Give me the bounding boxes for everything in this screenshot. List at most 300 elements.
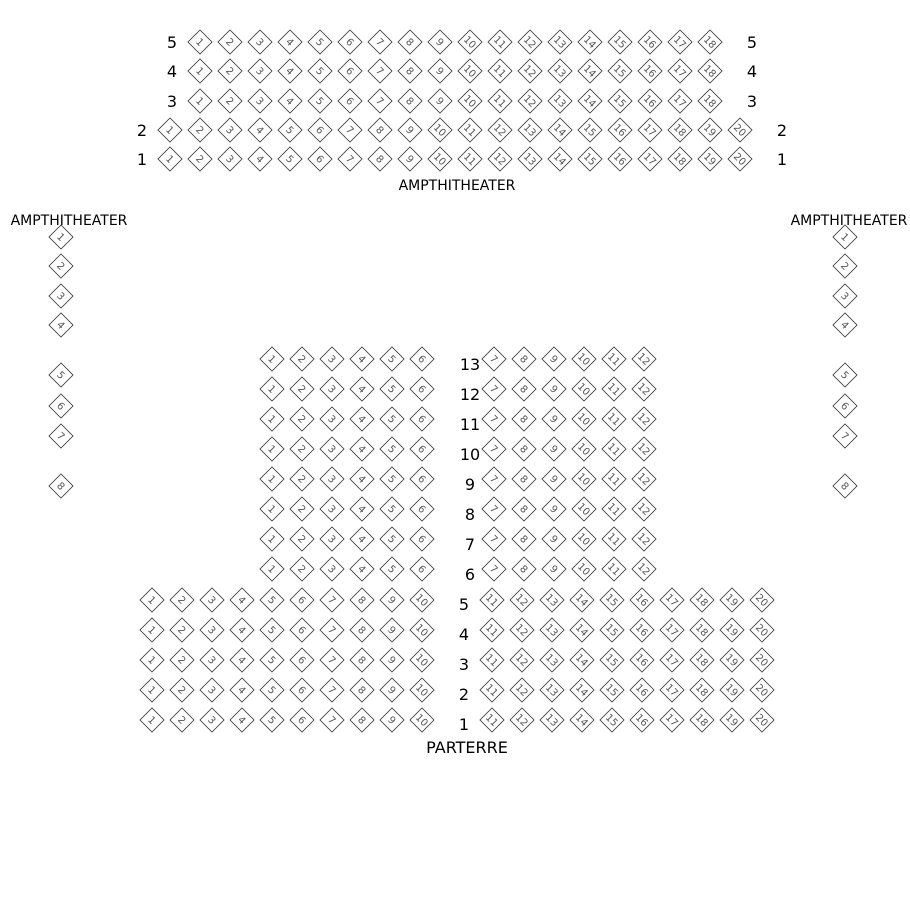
amphitheater-seat[interactable] bbox=[668, 118, 692, 142]
amphitheater-seat[interactable] bbox=[518, 59, 542, 83]
amphitheater-seat[interactable] bbox=[518, 30, 542, 54]
amphitheater-seat[interactable] bbox=[188, 89, 212, 113]
parterre-seat[interactable] bbox=[482, 557, 506, 581]
parterre-seat[interactable] bbox=[600, 648, 624, 672]
side-box-right-seat[interactable] bbox=[833, 254, 857, 278]
parterre-seat[interactable] bbox=[320, 618, 344, 642]
parterre-seat[interactable] bbox=[632, 407, 656, 431]
parterre-seat[interactable] bbox=[380, 377, 404, 401]
parterre-seat[interactable] bbox=[350, 377, 374, 401]
parterre-seat[interactable] bbox=[260, 557, 284, 581]
parterre-seat[interactable] bbox=[512, 557, 536, 581]
amphitheater-seat[interactable] bbox=[338, 118, 362, 142]
amphitheater-seat[interactable] bbox=[338, 59, 362, 83]
parterre-seat[interactable] bbox=[380, 497, 404, 521]
parterre-seat[interactable] bbox=[290, 497, 314, 521]
parterre-seat[interactable] bbox=[632, 527, 656, 551]
amphitheater-seat[interactable] bbox=[188, 30, 212, 54]
parterre-seat[interactable] bbox=[602, 497, 626, 521]
amphitheater-seat[interactable] bbox=[278, 118, 302, 142]
parterre-seat[interactable] bbox=[380, 467, 404, 491]
parterre-seat[interactable] bbox=[570, 648, 594, 672]
parterre-seat[interactable] bbox=[140, 708, 164, 732]
parterre-seat[interactable] bbox=[350, 497, 374, 521]
amphitheater-seat[interactable] bbox=[368, 118, 392, 142]
parterre-seat[interactable] bbox=[290, 527, 314, 551]
parterre-seat[interactable] bbox=[290, 377, 314, 401]
parterre-seat[interactable] bbox=[380, 437, 404, 461]
parterre-seat[interactable] bbox=[260, 708, 284, 732]
parterre-seat[interactable] bbox=[290, 407, 314, 431]
parterre-seat[interactable] bbox=[570, 678, 594, 702]
amphitheater-seat[interactable] bbox=[578, 59, 602, 83]
parterre-seat[interactable] bbox=[720, 708, 744, 732]
amphitheater-seat[interactable] bbox=[608, 30, 632, 54]
side-box-right-seat[interactable] bbox=[833, 313, 857, 337]
parterre-seat[interactable] bbox=[320, 407, 344, 431]
amphitheater-seat[interactable] bbox=[578, 89, 602, 113]
parterre-seat[interactable] bbox=[572, 437, 596, 461]
parterre-seat[interactable] bbox=[320, 347, 344, 371]
parterre-seat[interactable] bbox=[380, 678, 404, 702]
side-box-right-seat[interactable] bbox=[833, 394, 857, 418]
parterre-seat[interactable] bbox=[750, 678, 774, 702]
amphitheater-seat[interactable] bbox=[158, 118, 182, 142]
amphitheater-seat[interactable] bbox=[518, 89, 542, 113]
parterre-seat[interactable] bbox=[632, 467, 656, 491]
parterre-seat[interactable] bbox=[260, 467, 284, 491]
amphitheater-seat[interactable] bbox=[278, 59, 302, 83]
parterre-seat[interactable] bbox=[630, 648, 654, 672]
parterre-seat[interactable] bbox=[200, 618, 224, 642]
parterre-seat[interactable] bbox=[290, 347, 314, 371]
parterre-seat[interactable] bbox=[260, 527, 284, 551]
parterre-seat[interactable] bbox=[170, 708, 194, 732]
amphitheater-seat[interactable] bbox=[398, 89, 422, 113]
amphitheater-seat[interactable] bbox=[458, 147, 482, 171]
parterre-seat[interactable] bbox=[200, 648, 224, 672]
parterre-seat[interactable] bbox=[602, 467, 626, 491]
parterre-seat[interactable] bbox=[480, 708, 504, 732]
parterre-seat[interactable] bbox=[572, 497, 596, 521]
amphitheater-seat[interactable] bbox=[578, 118, 602, 142]
amphitheater-seat[interactable] bbox=[668, 147, 692, 171]
amphitheater-seat[interactable] bbox=[278, 147, 302, 171]
parterre-seat[interactable] bbox=[350, 467, 374, 491]
parterre-seat[interactable] bbox=[630, 588, 654, 612]
amphitheater-seat[interactable] bbox=[548, 118, 572, 142]
parterre-seat[interactable] bbox=[482, 467, 506, 491]
parterre-seat[interactable] bbox=[572, 527, 596, 551]
parterre-seat[interactable] bbox=[570, 708, 594, 732]
parterre-seat[interactable] bbox=[260, 678, 284, 702]
parterre-seat[interactable] bbox=[720, 648, 744, 672]
parterre-seat[interactable] bbox=[570, 588, 594, 612]
parterre-seat[interactable] bbox=[410, 648, 434, 672]
parterre-seat[interactable] bbox=[380, 708, 404, 732]
parterre-seat[interactable] bbox=[320, 708, 344, 732]
amphitheater-seat[interactable] bbox=[488, 118, 512, 142]
side-box-left-seat[interactable] bbox=[49, 394, 73, 418]
amphitheater-seat[interactable] bbox=[608, 59, 632, 83]
amphitheater-seat[interactable] bbox=[638, 118, 662, 142]
parterre-seat[interactable] bbox=[410, 467, 434, 491]
parterre-seat[interactable] bbox=[602, 377, 626, 401]
parterre-seat[interactable] bbox=[750, 648, 774, 672]
amphitheater-seat[interactable] bbox=[338, 30, 362, 54]
parterre-seat[interactable] bbox=[380, 347, 404, 371]
amphitheater-seat[interactable] bbox=[488, 59, 512, 83]
parterre-seat[interactable] bbox=[320, 648, 344, 672]
parterre-seat[interactable] bbox=[410, 527, 434, 551]
parterre-seat[interactable] bbox=[510, 618, 534, 642]
parterre-seat[interactable] bbox=[572, 557, 596, 581]
amphitheater-seat[interactable] bbox=[728, 118, 752, 142]
parterre-seat[interactable] bbox=[410, 557, 434, 581]
amphitheater-seat[interactable] bbox=[458, 59, 482, 83]
amphitheater-seat[interactable] bbox=[218, 147, 242, 171]
amphitheater-seat[interactable] bbox=[158, 147, 182, 171]
parterre-seat[interactable] bbox=[510, 678, 534, 702]
parterre-seat[interactable] bbox=[320, 497, 344, 521]
amphitheater-seat[interactable] bbox=[368, 30, 392, 54]
amphitheater-seat[interactable] bbox=[248, 30, 272, 54]
amphitheater-seat[interactable] bbox=[608, 147, 632, 171]
parterre-seat[interactable] bbox=[260, 648, 284, 672]
parterre-seat[interactable] bbox=[260, 407, 284, 431]
parterre-seat[interactable] bbox=[350, 527, 374, 551]
amphitheater-seat[interactable] bbox=[308, 30, 332, 54]
parterre-seat[interactable] bbox=[542, 527, 566, 551]
parterre-seat[interactable] bbox=[200, 678, 224, 702]
parterre-seat[interactable] bbox=[290, 588, 314, 612]
parterre-seat[interactable] bbox=[170, 618, 194, 642]
parterre-seat[interactable] bbox=[540, 708, 564, 732]
parterre-seat[interactable] bbox=[260, 377, 284, 401]
amphitheater-seat[interactable] bbox=[218, 118, 242, 142]
parterre-seat[interactable] bbox=[380, 527, 404, 551]
parterre-seat[interactable] bbox=[410, 678, 434, 702]
parterre-seat[interactable] bbox=[512, 467, 536, 491]
parterre-seat[interactable] bbox=[572, 407, 596, 431]
amphitheater-seat[interactable] bbox=[428, 59, 452, 83]
amphitheater-seat[interactable] bbox=[248, 147, 272, 171]
parterre-seat[interactable] bbox=[750, 588, 774, 612]
amphitheater-seat[interactable] bbox=[398, 30, 422, 54]
parterre-seat[interactable] bbox=[632, 377, 656, 401]
parterre-seat[interactable] bbox=[380, 648, 404, 672]
parterre-seat[interactable] bbox=[602, 527, 626, 551]
side-box-right-seat[interactable] bbox=[833, 284, 857, 308]
side-box-left-seat[interactable] bbox=[49, 424, 73, 448]
parterre-seat[interactable] bbox=[542, 407, 566, 431]
parterre-seat[interactable] bbox=[260, 497, 284, 521]
parterre-seat[interactable] bbox=[482, 527, 506, 551]
parterre-seat[interactable] bbox=[320, 467, 344, 491]
side-box-left-seat[interactable] bbox=[49, 284, 73, 308]
parterre-seat[interactable] bbox=[690, 708, 714, 732]
parterre-seat[interactable] bbox=[200, 708, 224, 732]
parterre-seat[interactable] bbox=[660, 678, 684, 702]
parterre-seat[interactable] bbox=[602, 437, 626, 461]
parterre-seat[interactable] bbox=[570, 618, 594, 642]
parterre-seat[interactable] bbox=[540, 678, 564, 702]
parterre-seat[interactable] bbox=[540, 648, 564, 672]
parterre-seat[interactable] bbox=[660, 618, 684, 642]
amphitheater-seat[interactable] bbox=[308, 89, 332, 113]
amphitheater-seat[interactable] bbox=[428, 89, 452, 113]
amphitheater-seat[interactable] bbox=[698, 30, 722, 54]
parterre-seat[interactable] bbox=[632, 347, 656, 371]
parterre-seat[interactable] bbox=[260, 618, 284, 642]
parterre-seat[interactable] bbox=[320, 557, 344, 581]
parterre-seat[interactable] bbox=[410, 588, 434, 612]
amphitheater-seat[interactable] bbox=[338, 89, 362, 113]
amphitheater-seat[interactable] bbox=[458, 30, 482, 54]
parterre-seat[interactable] bbox=[260, 347, 284, 371]
amphitheater-seat[interactable] bbox=[518, 118, 542, 142]
amphitheater-seat[interactable] bbox=[698, 147, 722, 171]
amphitheater-seat[interactable] bbox=[188, 59, 212, 83]
amphitheater-seat[interactable] bbox=[398, 118, 422, 142]
parterre-seat[interactable] bbox=[512, 347, 536, 371]
amphitheater-seat[interactable] bbox=[638, 89, 662, 113]
parterre-seat[interactable] bbox=[660, 588, 684, 612]
side-box-left-seat[interactable] bbox=[49, 363, 73, 387]
parterre-seat[interactable] bbox=[170, 648, 194, 672]
parterre-seat[interactable] bbox=[140, 648, 164, 672]
parterre-seat[interactable] bbox=[200, 588, 224, 612]
side-box-right-seat[interactable] bbox=[833, 474, 857, 498]
parterre-seat[interactable] bbox=[630, 618, 654, 642]
parterre-seat[interactable] bbox=[540, 588, 564, 612]
amphitheater-seat[interactable] bbox=[728, 147, 752, 171]
parterre-seat[interactable] bbox=[350, 437, 374, 461]
parterre-seat[interactable] bbox=[720, 588, 744, 612]
parterre-seat[interactable] bbox=[510, 648, 534, 672]
parterre-seat[interactable] bbox=[260, 588, 284, 612]
parterre-seat[interactable] bbox=[410, 497, 434, 521]
parterre-seat[interactable] bbox=[260, 437, 284, 461]
amphitheater-seat[interactable] bbox=[218, 30, 242, 54]
parterre-seat[interactable] bbox=[572, 347, 596, 371]
parterre-seat[interactable] bbox=[600, 618, 624, 642]
parterre-seat[interactable] bbox=[290, 437, 314, 461]
parterre-seat[interactable] bbox=[542, 347, 566, 371]
parterre-seat[interactable] bbox=[600, 588, 624, 612]
parterre-seat[interactable] bbox=[350, 557, 374, 581]
amphitheater-seat[interactable] bbox=[668, 30, 692, 54]
amphitheater-seat[interactable] bbox=[398, 59, 422, 83]
parterre-seat[interactable] bbox=[632, 557, 656, 581]
parterre-seat[interactable] bbox=[410, 407, 434, 431]
parterre-seat[interactable] bbox=[600, 708, 624, 732]
parterre-seat[interactable] bbox=[512, 407, 536, 431]
parterre-seat[interactable] bbox=[410, 437, 434, 461]
parterre-seat[interactable] bbox=[380, 407, 404, 431]
parterre-seat[interactable] bbox=[320, 527, 344, 551]
amphitheater-seat[interactable] bbox=[308, 118, 332, 142]
amphitheater-seat[interactable] bbox=[308, 147, 332, 171]
amphitheater-seat[interactable] bbox=[428, 30, 452, 54]
amphitheater-seat[interactable] bbox=[398, 147, 422, 171]
parterre-seat[interactable] bbox=[410, 347, 434, 371]
parterre-seat[interactable] bbox=[320, 437, 344, 461]
amphitheater-seat[interactable] bbox=[308, 59, 332, 83]
side-box-right-seat[interactable] bbox=[833, 363, 857, 387]
amphitheater-seat[interactable] bbox=[188, 147, 212, 171]
parterre-seat[interactable] bbox=[512, 377, 536, 401]
parterre-seat[interactable] bbox=[690, 618, 714, 642]
parterre-seat[interactable] bbox=[350, 588, 374, 612]
parterre-seat[interactable] bbox=[230, 588, 254, 612]
parterre-seat[interactable] bbox=[320, 678, 344, 702]
parterre-seat[interactable] bbox=[380, 557, 404, 581]
parterre-seat[interactable] bbox=[750, 618, 774, 642]
amphitheater-seat[interactable] bbox=[698, 118, 722, 142]
amphitheater-seat[interactable] bbox=[248, 89, 272, 113]
parterre-seat[interactable] bbox=[290, 557, 314, 581]
parterre-seat[interactable] bbox=[632, 497, 656, 521]
amphitheater-seat[interactable] bbox=[608, 89, 632, 113]
parterre-seat[interactable] bbox=[720, 618, 744, 642]
parterre-seat[interactable] bbox=[750, 708, 774, 732]
parterre-seat[interactable] bbox=[350, 407, 374, 431]
parterre-seat[interactable] bbox=[230, 648, 254, 672]
parterre-seat[interactable] bbox=[512, 527, 536, 551]
amphitheater-seat[interactable] bbox=[278, 30, 302, 54]
parterre-seat[interactable] bbox=[350, 618, 374, 642]
parterre-seat[interactable] bbox=[602, 407, 626, 431]
amphitheater-seat[interactable] bbox=[218, 89, 242, 113]
amphitheater-seat[interactable] bbox=[578, 147, 602, 171]
parterre-seat[interactable] bbox=[540, 618, 564, 642]
parterre-seat[interactable] bbox=[542, 377, 566, 401]
parterre-seat[interactable] bbox=[690, 678, 714, 702]
amphitheater-seat[interactable] bbox=[578, 30, 602, 54]
parterre-seat[interactable] bbox=[510, 708, 534, 732]
parterre-seat[interactable] bbox=[480, 678, 504, 702]
amphitheater-seat[interactable] bbox=[218, 59, 242, 83]
amphitheater-seat[interactable] bbox=[428, 147, 452, 171]
parterre-seat[interactable] bbox=[482, 347, 506, 371]
side-box-left-seat[interactable] bbox=[49, 313, 73, 337]
parterre-seat[interactable] bbox=[170, 588, 194, 612]
amphitheater-seat[interactable] bbox=[368, 89, 392, 113]
amphitheater-seat[interactable] bbox=[278, 89, 302, 113]
parterre-seat[interactable] bbox=[290, 648, 314, 672]
parterre-seat[interactable] bbox=[410, 618, 434, 642]
parterre-seat[interactable] bbox=[290, 678, 314, 702]
amphitheater-seat[interactable] bbox=[488, 147, 512, 171]
parterre-seat[interactable] bbox=[542, 467, 566, 491]
parterre-seat[interactable] bbox=[602, 347, 626, 371]
parterre-seat[interactable] bbox=[482, 407, 506, 431]
parterre-seat[interactable] bbox=[410, 708, 434, 732]
parterre-seat[interactable] bbox=[482, 377, 506, 401]
parterre-seat[interactable] bbox=[630, 678, 654, 702]
parterre-seat[interactable] bbox=[230, 618, 254, 642]
parterre-seat[interactable] bbox=[320, 377, 344, 401]
parterre-seat[interactable] bbox=[632, 437, 656, 461]
parterre-seat[interactable] bbox=[660, 708, 684, 732]
parterre-seat[interactable] bbox=[482, 437, 506, 461]
parterre-seat[interactable] bbox=[290, 708, 314, 732]
amphitheater-seat[interactable] bbox=[368, 59, 392, 83]
parterre-seat[interactable] bbox=[140, 618, 164, 642]
side-box-right-seat[interactable] bbox=[833, 424, 857, 448]
side-box-left-seat[interactable] bbox=[49, 254, 73, 278]
parterre-seat[interactable] bbox=[230, 678, 254, 702]
amphitheater-seat[interactable] bbox=[698, 89, 722, 113]
amphitheater-seat[interactable] bbox=[248, 59, 272, 83]
amphitheater-seat[interactable] bbox=[638, 147, 662, 171]
parterre-seat[interactable] bbox=[572, 377, 596, 401]
parterre-seat[interactable] bbox=[482, 497, 506, 521]
amphitheater-seat[interactable] bbox=[368, 147, 392, 171]
parterre-seat[interactable] bbox=[170, 678, 194, 702]
parterre-seat[interactable] bbox=[510, 588, 534, 612]
parterre-seat[interactable] bbox=[512, 497, 536, 521]
amphitheater-seat[interactable] bbox=[518, 147, 542, 171]
parterre-seat[interactable] bbox=[602, 557, 626, 581]
parterre-seat[interactable] bbox=[480, 588, 504, 612]
amphitheater-seat[interactable] bbox=[488, 89, 512, 113]
parterre-seat[interactable] bbox=[290, 467, 314, 491]
parterre-seat[interactable] bbox=[320, 588, 344, 612]
amphitheater-seat[interactable] bbox=[458, 89, 482, 113]
amphitheater-seat[interactable] bbox=[608, 118, 632, 142]
parterre-seat[interactable] bbox=[410, 377, 434, 401]
parterre-seat[interactable] bbox=[140, 678, 164, 702]
parterre-seat[interactable] bbox=[660, 648, 684, 672]
parterre-seat[interactable] bbox=[380, 618, 404, 642]
amphitheater-seat[interactable] bbox=[548, 89, 572, 113]
parterre-seat[interactable] bbox=[542, 437, 566, 461]
parterre-seat[interactable] bbox=[542, 497, 566, 521]
amphitheater-seat[interactable] bbox=[668, 89, 692, 113]
parterre-seat[interactable] bbox=[720, 678, 744, 702]
parterre-seat[interactable] bbox=[230, 708, 254, 732]
parterre-seat[interactable] bbox=[542, 557, 566, 581]
amphitheater-seat[interactable] bbox=[428, 118, 452, 142]
parterre-seat[interactable] bbox=[290, 618, 314, 642]
parterre-seat[interactable] bbox=[380, 588, 404, 612]
side-box-left-seat[interactable] bbox=[49, 474, 73, 498]
parterre-seat[interactable] bbox=[600, 678, 624, 702]
parterre-seat[interactable] bbox=[350, 648, 374, 672]
amphitheater-seat[interactable] bbox=[638, 30, 662, 54]
amphitheater-seat[interactable] bbox=[248, 118, 272, 142]
parterre-seat[interactable] bbox=[512, 437, 536, 461]
parterre-seat[interactable] bbox=[350, 678, 374, 702]
amphitheater-seat[interactable] bbox=[488, 30, 512, 54]
parterre-seat[interactable] bbox=[630, 708, 654, 732]
parterre-seat[interactable] bbox=[350, 347, 374, 371]
amphitheater-seat[interactable] bbox=[188, 118, 212, 142]
amphitheater-seat[interactable] bbox=[548, 30, 572, 54]
amphitheater-seat[interactable] bbox=[698, 59, 722, 83]
amphitheater-seat[interactable] bbox=[668, 59, 692, 83]
amphitheater-seat[interactable] bbox=[338, 147, 362, 171]
amphitheater-seat[interactable] bbox=[458, 118, 482, 142]
parterre-seat[interactable] bbox=[350, 708, 374, 732]
amphitheater-seat[interactable] bbox=[638, 59, 662, 83]
parterre-seat[interactable] bbox=[690, 648, 714, 672]
amphitheater-seat[interactable] bbox=[548, 147, 572, 171]
parterre-seat[interactable] bbox=[140, 588, 164, 612]
parterre-seat[interactable] bbox=[480, 618, 504, 642]
